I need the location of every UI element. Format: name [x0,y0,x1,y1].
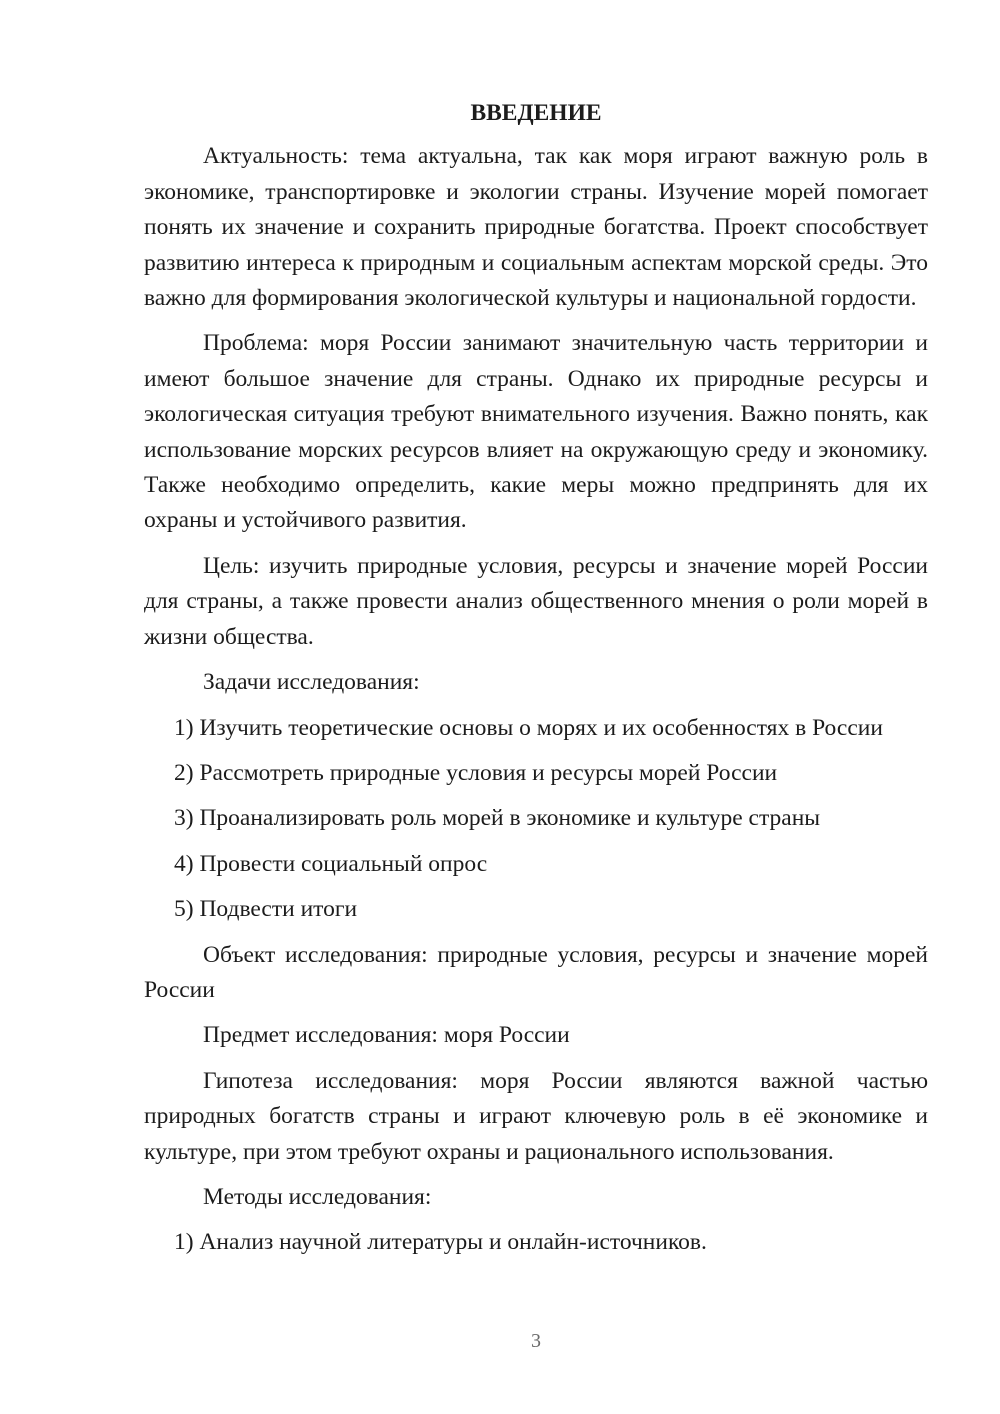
tasks-list [144,711,928,928]
object-paragraph: Объект исследования: природные условия, ресурсы и значение морей России [144,941,928,1003]
list-item: 1) Анализ научной литературы и онлайн-источников. [174,1229,707,1256]
methods-list [144,1225,928,1260]
page-title: ВВЕДЕНИЕ [470,100,602,126]
goal-paragraph: Цель: изучить природные условия, ресурсы и значение морей России для страны, а также провести анализ общественного мнения о роли морей в жизни общества. [144,552,928,650]
relevance-paragraph: Актуальность: тема актуальна, так как моря играют важную роль в экономике, транспортировке и экологии страны. Изучение морей помогает понять их значение и сохранить природные богатства. Проект способствует развитию интереса к природным и социальным аспектам морской среды. Это важно для формирования экологической культуры и национальной гордости. [144,143,928,312]
list-item: 2) Рассмотреть природные условия и ресурсы морей России [174,759,778,786]
hypothesis-paragraph: Гипотеза исследования: моря России являются важной частью природных богатств страны и играют ключевую роль в её экономике и культуре, при этом требуют охраны и рационального использования. [144,1067,928,1165]
methods-heading: Методы исследования: [203,1183,432,1210]
list-item: 5) Подвести итоги [174,896,358,923]
list-item: 4) Провести социальный опрос [174,850,488,877]
tasks-heading: Задачи исследования: [203,669,420,696]
list-item: 3) Проанализировать роль морей в экономике и культуре страны [174,805,821,832]
page-number: 3 [531,1330,541,1352]
subject-paragraph: Предмет исследования: моря России [203,1022,570,1049]
page-content [144,96,928,1271]
list-item: 1) Изучить теоретические основы о морях и их особенностях в России [174,714,883,741]
problem-paragraph: Проблема: моря России занимают значительную часть территории и имеют большое значение для страны. Однако их природные ресурсы и экологическая ситуация требуют внимательного изучения. Важно понять, как использование морских ресурсов влияет на окружающую среду и экономику. Также необходимо определить, какие меры можно предпринять для их охраны и устойчивого развития. [144,330,928,534]
